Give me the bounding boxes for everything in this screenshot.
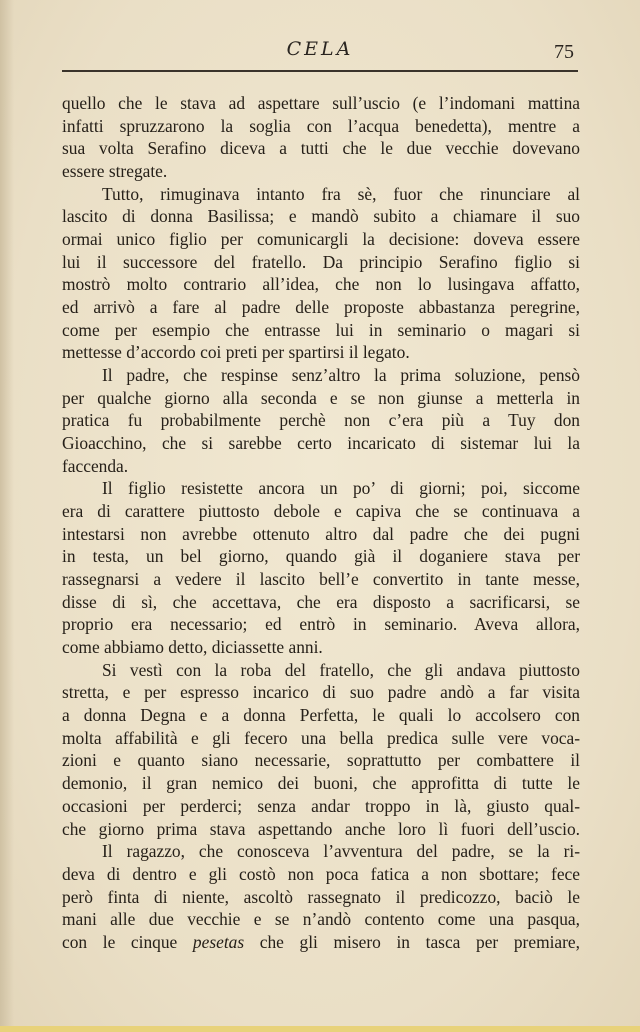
text-line: essere stregate.	[62, 161, 168, 182]
text-run: che gli misero in tasca per premiare,	[244, 931, 581, 952]
page-number: 75	[554, 41, 574, 63]
text-line: era di carattere piuttosto debole e capiva che se continuava a	[62, 501, 580, 522]
text-line: mani alle due vecchie e se n’andò contento come una pasqua,	[62, 909, 580, 930]
text-line: faccenda.	[62, 455, 129, 476]
text-line: a donna Degna e a donna Perfetta, le quali lo accolsero con	[62, 705, 580, 726]
text-line: come abbiamo detto, diciassette anni.	[62, 637, 323, 658]
text-line: Il padre, che respinse senz’altro la prima soluzione, pensò	[102, 365, 580, 386]
italic-word: pesetas	[192, 931, 245, 952]
text-line: però finta di niente, ascoltò rassegnato il predicozzo, baciò le	[62, 886, 580, 907]
body-text	[62, 92, 580, 954]
page-header	[62, 38, 578, 68]
text-line: zioni e quanto siano necessarie, soprattutto per combattere il	[62, 750, 580, 771]
text-line: occasioni per perderci; senza andar troppo in là, giusto qual-	[62, 795, 580, 816]
text-line: disse di sì, che accettava, che era disposto a sacrificarsi, se	[62, 591, 580, 612]
text-line: Si vestì con la roba del fratello, che gli andava piuttosto	[102, 659, 580, 680]
text-line: mostrò molto contrario all’idea, che non lo lusingava affatto,	[62, 274, 580, 295]
text-line: infatti spruzzarono la soglia con l’acqua benedetta), mentre a	[62, 115, 580, 136]
running-title: CELA	[286, 38, 354, 60]
text-line: Tutto, rimuginava intanto fra sè, fuor che rinunciare al	[102, 183, 580, 204]
spine-shadow	[0, 0, 14, 1032]
page-edge-band	[0, 1026, 640, 1032]
text-line: ed arrivò a fare al padre delle proposte abbastanza peregrine,	[62, 297, 580, 318]
text-line: stretta, e per espresso incarico di suo padre andò a far visita	[62, 682, 580, 703]
text-line: rassegnarsi a vedere il lascito bell’e convertito in tante messe,	[62, 569, 580, 590]
text-line: lui il successore del fratello. Da principio Serafino figlio si	[62, 251, 580, 272]
text-line: Il ragazzo, che conosceva l’avventura del padre, se la ri-	[102, 841, 580, 862]
text-line: come per esempio che entrasse lui in seminario o magari si	[62, 319, 580, 340]
text-line: mettesse d’accordo coi preti per spartirsi il legato.	[62, 342, 410, 363]
text-run: con le cinque	[62, 931, 193, 952]
text-line: lascito di donna Basilissa; e mandò subito a chiamare il suo	[62, 206, 580, 227]
text-line: pratica fu probabilmente perchè non c’era più a Tuy don	[62, 410, 580, 431]
text-line: intestarsi non avrebbe ottenuto altro dal padre che dei pugni	[62, 523, 580, 544]
text-line	[62, 931, 580, 954]
text-line: quello che le stava ad aspettare sull’uscio (e l’indomani mattina	[62, 93, 580, 113]
text-line: deva di dentro e gli costò non poca fatica a non sbottare; fece	[62, 863, 580, 884]
text-line: proprio era necessario; ed entrò in seminario. Aveva allora,	[62, 614, 580, 635]
text-line: Il figlio resistette ancora un po’ di giorni; poi, siccome	[102, 478, 580, 499]
text-line: demonio, il gran nemico dei buoni, che approfitta di tutte le	[62, 773, 580, 794]
text-line: sua volta Serafino diceva a tutti che le due vecchie dovevano	[62, 138, 580, 159]
header-rule	[62, 70, 578, 72]
text-line: per qualche giorno alla seconda e se non giunse a metterla in	[62, 387, 580, 408]
text-line: Gioacchino, che si sarebbe certo incaricato di sistemar lui la	[62, 433, 580, 454]
text-line: ormai unico figlio per comunicargli la decisione: doveva essere	[62, 229, 580, 250]
text-line: molta affabilità e gli fecero una bella predica sulle vere voca-	[62, 727, 580, 748]
text-line: in testa, un bel giorno, quando già il doganiere stava per	[62, 546, 580, 567]
text-line: che giorno prima stava aspettando anche loro lì fuori dell’uscio.	[62, 818, 580, 839]
